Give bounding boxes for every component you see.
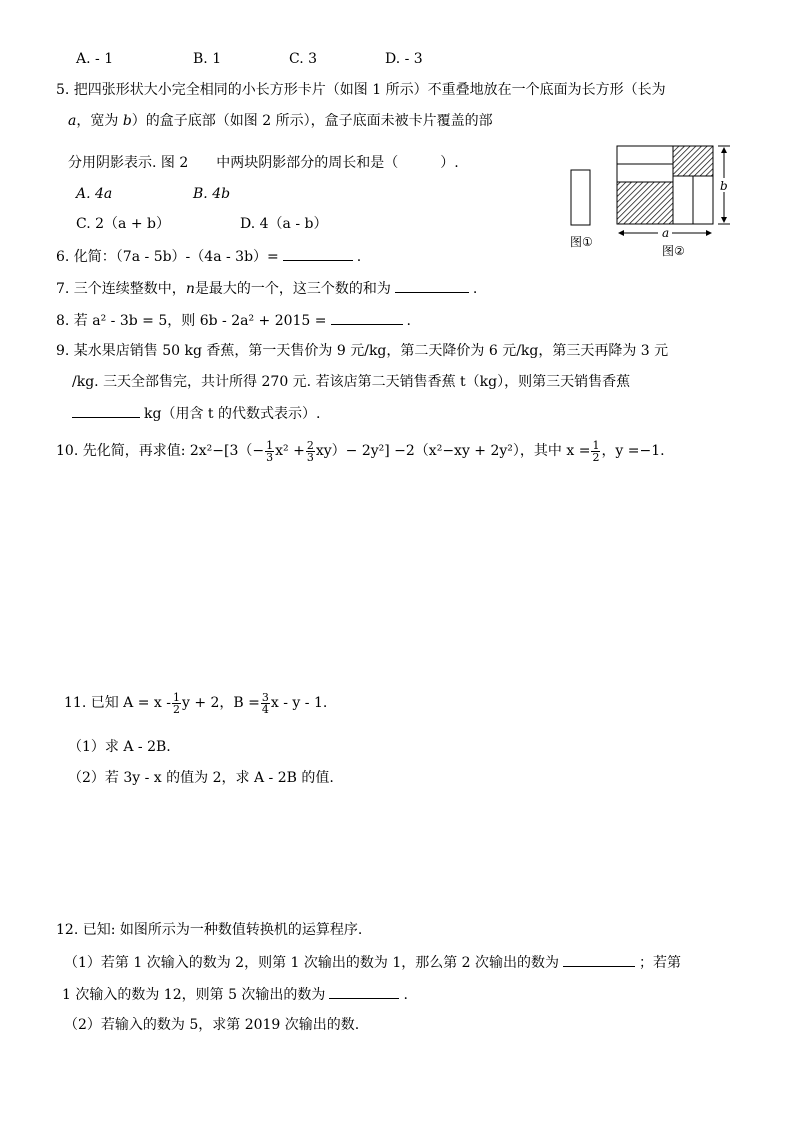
q12-line4: （2）若输入的数为 5，求第 2019 次输出的数. [64,1017,360,1033]
q12-answer-blank-1[interactable] [563,952,635,967]
q11-frac1: $\frac{1}{2}$ [172,690,180,716]
q10-mid1: x² + [275,443,305,459]
q8-answer-blank[interactable] [331,310,403,325]
q5-line2 [68,111,493,131]
q11-part2: （2）若 3y - x 的值为 2，求 A - 2B 的值. [68,770,334,786]
q6-end: . [356,249,362,265]
q7-answer-blank[interactable] [395,278,469,293]
q9-line3-text: kg（用含 t 的代数式表示）. [144,406,321,422]
q9-line3 [72,403,320,424]
fig1-card [571,170,590,225]
q7-end: . [472,281,478,297]
q4-option-c: C. 3 [289,51,318,67]
q9-answer-blank[interactable] [72,403,140,418]
q5-option-a: A. 4a [76,186,113,202]
q7-var: n [185,281,195,297]
fig2-box [617,146,713,224]
q10-frac2: $\frac{2}{3}$ [306,438,314,464]
q11-part1: （1）求 A - 2B. [68,739,171,755]
q5-option-d: D. 4（a - b） [240,216,328,232]
fig2-b-label: b [720,179,728,193]
q5-var-b: b [122,113,132,129]
q10 [56,436,665,466]
q5-line1: 5. 把四张形状大小完全相同的小长方形卡片（如图 1 所示）不重叠地放在一个底面为长方形（长为 [56,82,666,98]
q7-text-post: 是最大的一个，这三个数的和为 [194,281,391,297]
q12-answer-blank-2[interactable] [329,984,399,999]
q7-text-pre: 7. 三个连续整数中， [56,281,186,297]
q11 [64,688,327,718]
fig2-a-label: a [662,226,670,240]
q9-line2: /kg. 三天全部售完，共计所得 270 元. 若该店第二天销售香蕉 t（kg），则第三天销售香蕉 [72,374,631,390]
q6 [56,246,361,267]
q12-line2-pre: （1）若第 1 次输入的数为 2，则第 1 次输出的数为 1，那么第 2 次输出的数为 [64,955,560,971]
q5-line2-end: ）的盒子底部（如图 2 所示），盒子底面未被卡片覆盖的部 [131,113,493,129]
q5-line2-mid: ，宽为 [76,113,119,129]
q5-option-c: C. 2（a + b） [76,216,170,232]
q10-frac1: $\frac{1}{3}$ [266,438,274,464]
q5-var-a: a [68,113,77,129]
q8-text: 8. 若 a² - 3b = 5，则 6b - 2a² + 2015 = [56,313,327,329]
q10-frac3: $\frac{1}{2}$ [592,438,600,464]
q6-answer-blank[interactable] [283,246,353,261]
q12-line3-pre: 1 次输入的数为 12，则第 5 次输出的数为 [62,987,326,1003]
q12-line3 [62,984,408,1005]
q10-post: ，y =−1. [601,443,665,459]
fig2-label: 图② [662,244,685,258]
q4-option-b: B. 1 [193,51,222,67]
q5-line3: 分用阴影表示. 图 2 中两块阴影部分的周长和是（ ）. [68,155,459,171]
q12-line2-post: ；若第 [639,955,682,971]
fig1-label: 图① [570,235,593,249]
q12-line2 [64,952,681,973]
q11-pre: 11. 已知 A = x - [64,695,171,711]
q12-line1: 12. 已知: 如图所示为一种数值转换机的运算程序. [56,922,363,938]
q7 [56,278,477,299]
q8 [56,310,411,331]
q4-option-d: D. - 3 [385,51,423,67]
q5-option-b: B. 4b [193,186,231,202]
q4-option-a: A. - 1 [76,51,114,67]
q10-mid2: xy）− 2y²] −2（x²−xy + 2y²），其中 x = [315,443,591,459]
q12-line3-post: . [403,987,408,1003]
q6-text: 6. 化简：（7a - 5b）-（4a - 3b）= [56,249,279,265]
q9-line1: 9. 某水果店销售 50 kg 香蕉，第一天售价为 9 元/kg，第二天降价为 6 元/kg，第三天再降为 3 元 [56,343,669,359]
q11-post: x - y - 1. [270,695,328,711]
q11-frac2: $\frac{3}{4}$ [261,690,269,716]
q10-pre: 10. 先化简，再求值: 2x²−[3（− [56,443,265,459]
q8-end: . [406,313,411,329]
q11-mid: y + 2，B = [181,695,260,711]
